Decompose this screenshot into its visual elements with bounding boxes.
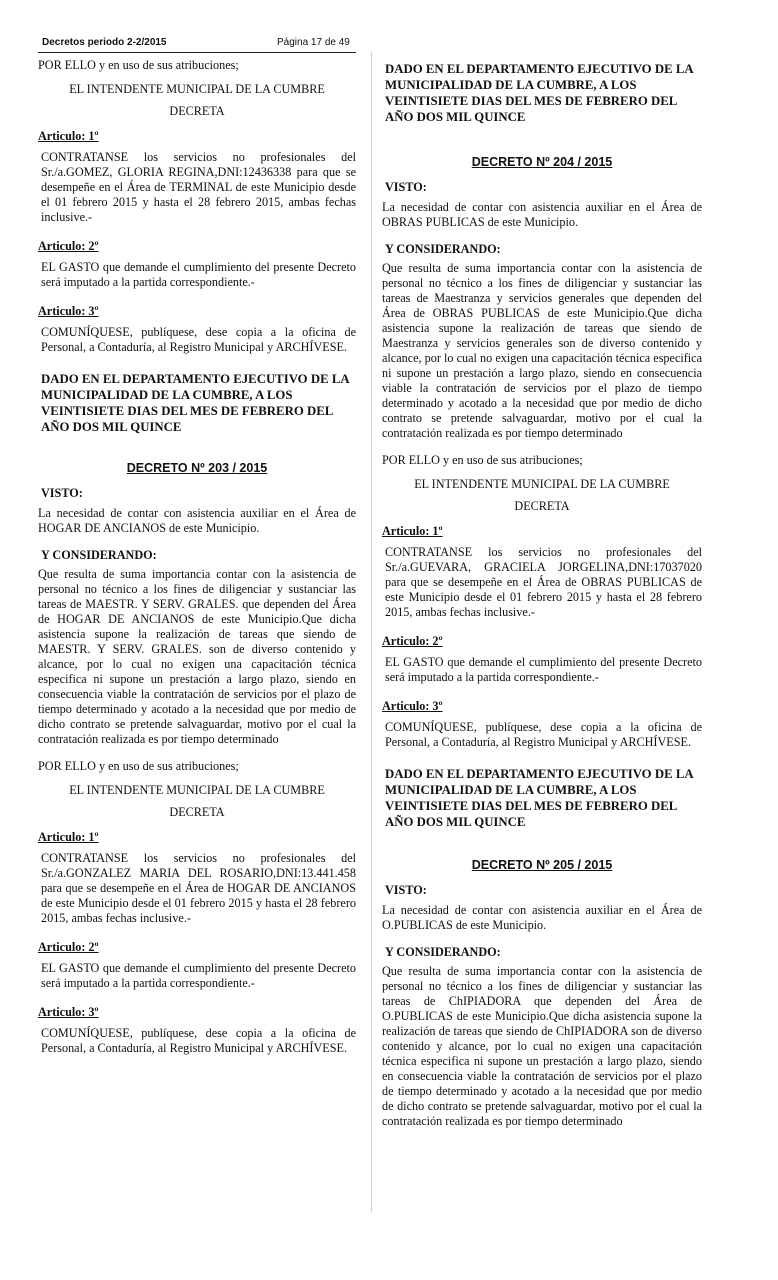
decreto-204-title: DECRETO Nº 204 / 2015: [471, 155, 613, 169]
decreta-line: DECRETA: [169, 805, 225, 819]
article-3-label: Articulo: 3º: [382, 699, 443, 713]
visto-text: La necesidad de contar con asistencia auxiliar en el Área de O.PUBLICAS de este Municipio.: [382, 903, 702, 932]
article-3-text: COMUNÍQUESE, publíquese, dese copia a la oficina de Personal, a Contaduría, al Registro Municipal y ARCHÍVESE.: [41, 1026, 356, 1055]
article-2-text: EL GASTO que demande el cumplimiento del presente Decreto será imputado a la partida correspondiente.-: [41, 961, 356, 990]
article-2-label: Articulo: 2º: [38, 940, 99, 954]
decreto-203-title: DECRETO Nº 203 / 2015: [126, 461, 268, 475]
dado-en-block: DADO EN EL DEPARTAMENTO EJECUTIVO DE LA MUNICIPALIDAD DE LA CUMBRE, A LOS VEINTISIETE DIAS DEL MES DE FEBRERO DEL AÑO DOS MIL QUINCE: [385, 767, 693, 829]
article-1-label: Articulo: 1º: [382, 524, 443, 538]
por-ello: POR ELLO y en uso de sus atribuciones;: [382, 453, 583, 467]
visto-text: La necesidad de contar con asistencia auxiliar en el Área de OBRAS PUBLICAS de este Municipio.: [382, 200, 702, 229]
header-page-number: Página 17 de 49: [277, 37, 350, 48]
dado-en-block: DADO EN EL DEPARTAMENTO EJECUTIVO DE LA MUNICIPALIDAD DE LA CUMBRE, A LOS VEINTISIETE DIAS DEL MES DE FEBRERO DEL AÑO DOS MIL QUINCE: [41, 372, 349, 434]
column-divider: [371, 52, 372, 1212]
article-3-text: COMUNÍQUESE, publíquese, dese copia a la oficina de Personal, a Contaduría, al Registro Municipal y ARCHÍVESE.: [385, 720, 702, 749]
considerando-text: Que resulta de suma importancia contar con la asistencia de personal no técnico a los fines de diligenciar y sustanciar las tareas de ChIPIADORA que dependen del Área de O.PUBLICAS de este Municipio.Que dicha asistencia supone la realización de tareas que siendo de ChIPIADORA son de diverso contenido y alcance, por lo cual no exigen una capacitación técnica especifica ni supone un prestación a largo plazo, siendo en consecuencia viable la contratación de servicios por el plazo de tiempo determinado y acotado a la necesidad que por medio de dicho contrato se pretende salvaguardar, motivo por el cual la contratación realizada es por tiempo determinado: [382, 964, 702, 1128]
por-ello: POR ELLO y en uso de sus atribuciones;: [38, 759, 239, 773]
dado-en-block: DADO EN EL DEPARTAMENTO EJECUTIVO DE LA MUNICIPALIDAD DE LA CUMBRE, A LOS VEINTISIETE DIAS DEL MES DE FEBRERO DEL AÑO DOS MIL QUINCE: [385, 62, 693, 124]
article-2-label: Articulo: 2º: [38, 239, 99, 253]
por-ello: POR ELLO y en uso de sus atribuciones;: [38, 58, 239, 72]
considerando-label: Y CONSIDERANDO:: [385, 242, 501, 256]
considerando-label: Y CONSIDERANDO:: [385, 945, 501, 959]
page-header: [38, 36, 356, 53]
article-2-text: EL GASTO que demande el cumplimiento del presente Decreto será imputado a la partida correspondiente.-: [41, 260, 356, 289]
article-3-label: Articulo: 3º: [38, 304, 99, 318]
article-1-label: Articulo: 1º: [38, 129, 99, 143]
article-3-label: Articulo: 3º: [38, 1005, 99, 1019]
article-3-text: COMUNÍQUESE, publíquese, dese copia a la oficina de Personal, a Contaduría, al Registro Municipal y ARCHÍVESE.: [41, 325, 356, 354]
intendente-line: EL INTENDENTE MUNICIPAL DE LA CUMBRE: [69, 82, 325, 96]
article-1-text: CONTRATANSE los servicios no profesionales del Sr./a.GONZALEZ MARIA DEL ROSARIO,DNI:13.441.458 para que se desempeñe en el Área de HOGAR DE ANCIANOS de este Municipio desde el 01 febrero 2015 y hasta el 28 febrero 2015, ambas fechas inclusive.-: [41, 851, 356, 925]
considerando-text: Que resulta de suma importancia contar con la asistencia de personal no técnico a los fines de diligenciar y sustanciar las tareas de MAESTR. Y SERV. GRALES. que dependen del Área de HOGAR DE ANCIANOS de este Municipio.Que dicha asistencia supone la realización de tareas que siendo de MAESTR. Y SERV. GRALES. son de diverso contenido y alcance, por lo cual no exigen una capacitación técnica especifica ni supone un prestación a largo plazo, siendo en consecuencia viable la contratación de servicios por el plazo de tiempo determinado y acotado a la necesidad que por medio de dicho contrato se pretende salvaguardar, motivo por el cual la contratación realizada es por tiempo determinado: [38, 567, 356, 746]
decreta-line: DECRETA: [514, 499, 570, 513]
right-column: [382, 61, 702, 1129]
visto-label: VISTO:: [41, 486, 83, 500]
visto-label: VISTO:: [385, 180, 427, 194]
decreto-205-title: DECRETO Nº 205 / 2015: [471, 858, 613, 872]
intendente-line: EL INTENDENTE MUNICIPAL DE LA CUMBRE: [414, 477, 670, 491]
visto-text: La necesidad de contar con asistencia auxiliar en el Área de HOGAR DE ANCIANOS de este Municipio.: [38, 506, 356, 535]
decreta-line: DECRETA: [169, 104, 225, 118]
article-1-text: CONTRATANSE los servicios no profesionales del Sr./a.GUEVARA, GRACIELA JORGELINA,DNI:17037020 para que se desempeñe en el Área de OBRAS PUBLICAS de este Municipio desde el 01 febrero 2015 y hasta el 28 febrero 2015, ambas fechas inclusive.-: [385, 545, 702, 619]
left-column: [38, 58, 356, 1056]
intendente-line: EL INTENDENTE MUNICIPAL DE LA CUMBRE: [69, 783, 325, 797]
article-1-text: CONTRATANSE los servicios no profesionales del Sr./a.GOMEZ, GLORIA REGINA,DNI:12436338 para que se desempeñe en el Área de TERMINAL de este Municipio desde el 01 febrero 2015 y hasta el 28 febrero 2015, ambas fechas inclusive.-: [41, 150, 356, 224]
header-period: Decretos periodo 2-2/2015: [42, 37, 167, 48]
considerando-text: Que resulta de suma importancia contar con la asistencia de personal no técnico a los fines de diligenciar y sustanciar las tareas de Maestranza y servicios generales que dependen del Área de OBRAS PUBLICAS de este Municipio.Que dicha asistencia supone la realización de tareas que siendo de Maestranza y servicios generales son de diverso contenido y alcance, por lo cual no exigen una capacitación técnica especifica ni supone un prestación a largo plazo, siendo en consecuencia viable la contratación de servicios por el plazo de tiempo determinado y acotado a la necesidad que por medio de dicho contrato se pretende salvaguardar, motivo por el cual la contratación realizada es por tiempo determinado: [382, 261, 702, 440]
article-2-text: EL GASTO que demande el cumplimiento del presente Decreto será imputado a la partida correspondiente.-: [385, 655, 702, 684]
considerando-label: Y CONSIDERANDO:: [41, 548, 157, 562]
article-2-label: Articulo: 2º: [382, 634, 443, 648]
visto-label: VISTO:: [385, 883, 427, 897]
article-1-label: Articulo: 1º: [38, 830, 99, 844]
